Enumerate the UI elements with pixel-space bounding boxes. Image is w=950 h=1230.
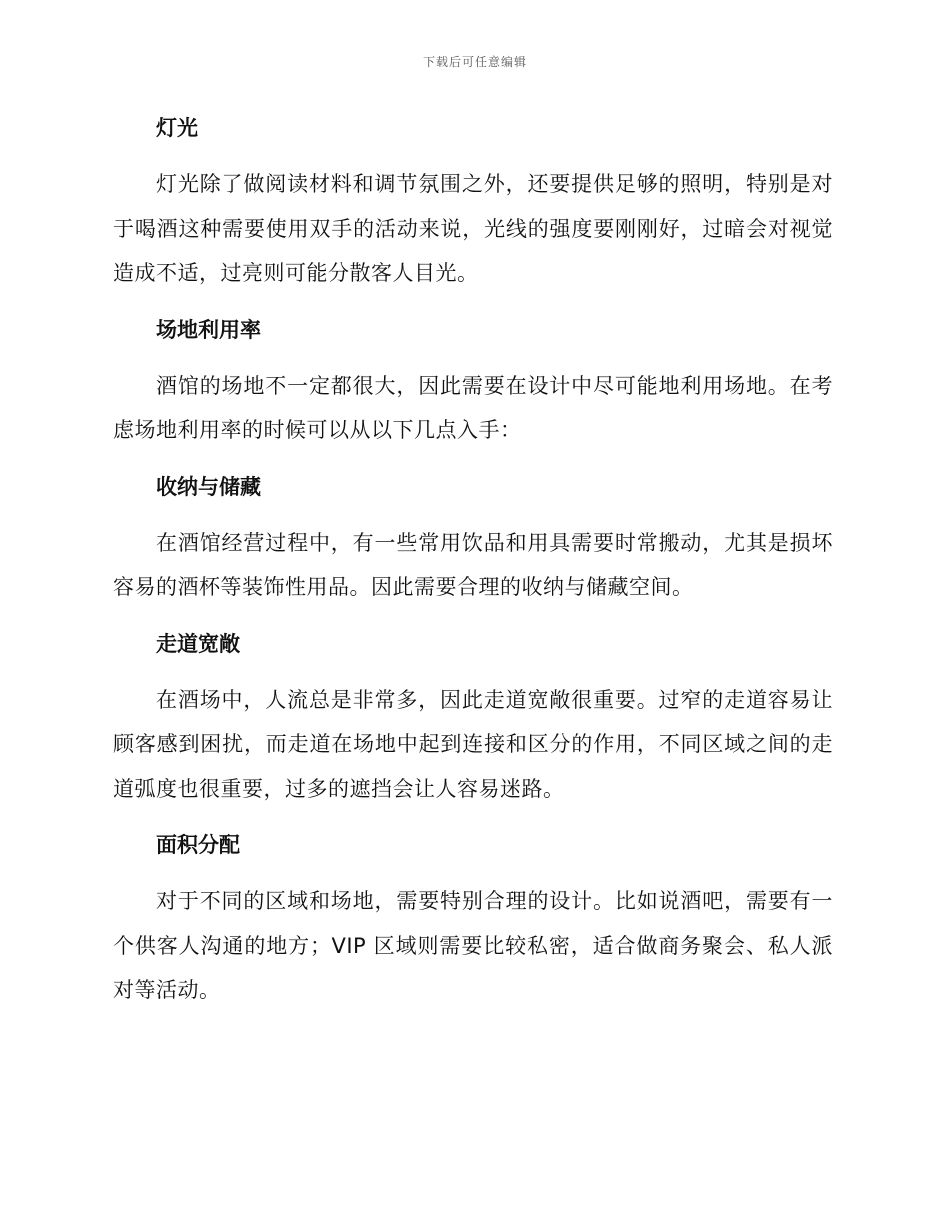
page-header-note: 下载后可任意编辑 — [422, 55, 527, 69]
document-body — [113, 110, 833, 1013]
section-paragraph-lighting: 灯光除了做阅读材料和调节氛围之外，还要提供足够的照明，特别是对于喝酒这种需要使用双手的活动来说，光线的强度要刚刚好，过暗会对视觉造成不适，过亮则可能分散客人目光。 — [113, 172, 833, 285]
section-paragraph-aisles: 在酒场中，人流总是非常多，因此走道宽敞很重要。过窄的走道容易让顾客感到困扰，而走道在场地中起到连接和区分的作用，不同区域之间的走道弧度也很重要，过多的遮挡会让人容易迷路。 — [113, 687, 833, 801]
section-heading-aisles: 走道宽敞 — [156, 631, 240, 656]
section-heading-lighting: 灯光 — [156, 116, 198, 140]
section-paragraph-area-allocation: 对于不同的区域和场地，需要特别合理的设计。比如说酒吧，需要有一个供客人沟通的地方；VIP 区域则需要比较私密，适合做商务聚会、私人派对等活动。 — [113, 889, 833, 1002]
section-heading-area-allocation: 面积分配 — [156, 833, 240, 857]
section-paragraph-storage: 在酒馆经营过程中，有一些常用饮品和用具需要时常搬动，尤其是损坏容易的酒杯等装饰性用品。因此需要合理的收纳与储藏空间。 — [113, 530, 833, 599]
section-paragraph-space-utilization: 酒馆的场地不一定都很大，因此需要在设计中尽可能地利用场地。在考虑场地利用率的时候可以从以下几点入手： — [113, 373, 833, 442]
section-heading-storage: 收纳与储藏 — [156, 474, 261, 499]
section-heading-space-utilization: 场地利用率 — [156, 317, 261, 342]
